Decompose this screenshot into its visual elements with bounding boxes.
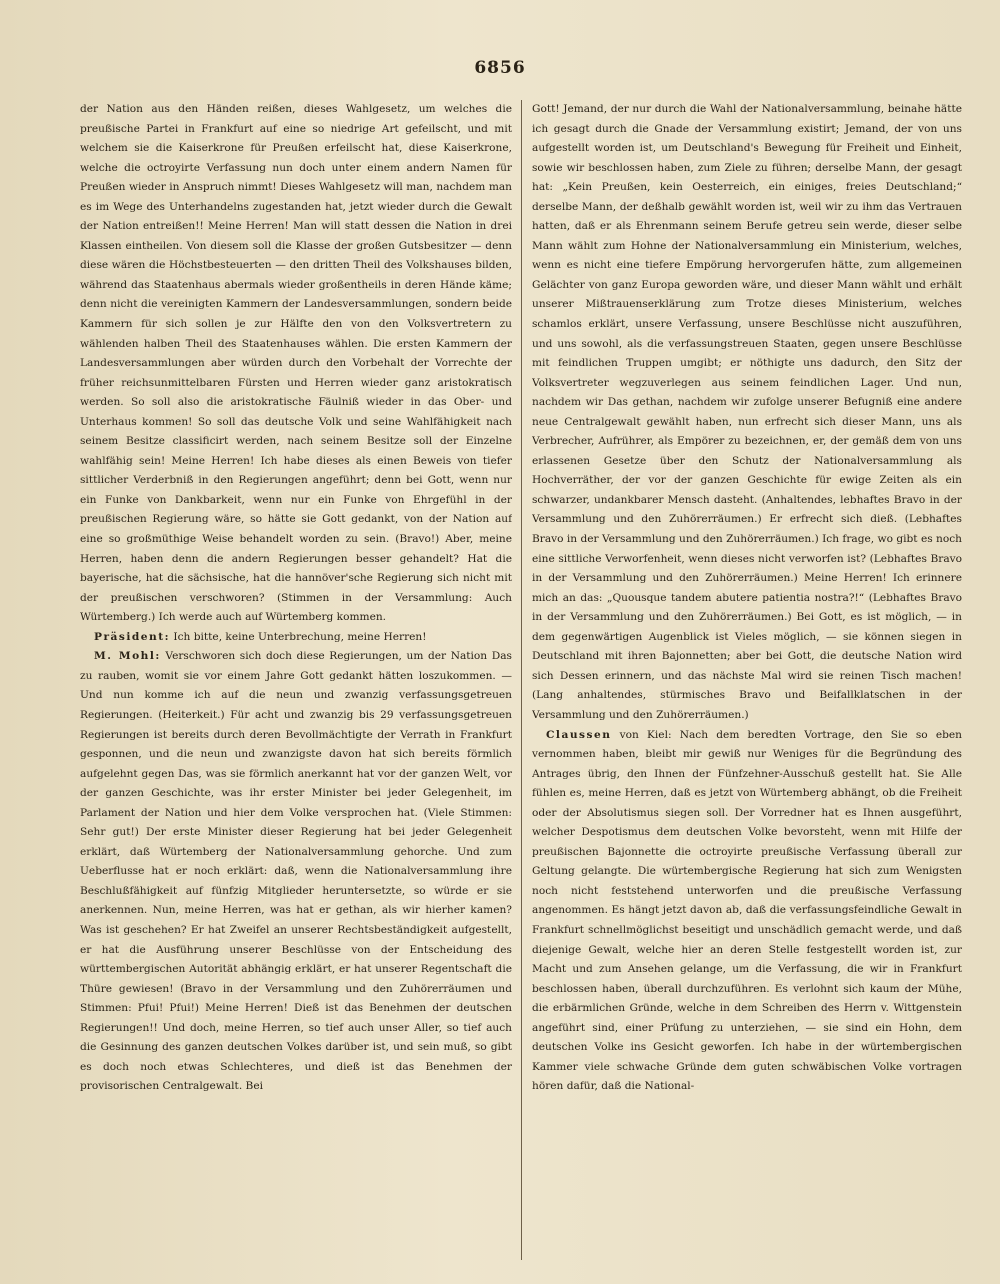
speech-text: Verschworen sich doch diese Regierungen, um der Nation Das zu rauben, womit sie vor einem Jahre Gott gedankt hätten loszukommen. — Und nun komme ich auf die neun und zwanzig verfassungsgetreuen Regierungen. (Heiterkeit.) Für acht und zwanzig bis 29 verfassungsgetreuen Regierungen ist bereits durch deren Bevollmächtigte der Verrath in Frankfurt gesponnen, und die neun und zwanzigste davon hat sich bereits förmlich aufgelehnt gegen Das, was sie förmlich anerkannt hat vor der ganzen Welt, vor der ganzen Geschichte, was ihr erster Minister bei jeder Gelegenheit, im Parlament der Nation und hier dem Volke versprochen hat. (Viele Stimmen: Sehr gut!) Der erste Minister dieser Regierung hat bei jeder Gelegenheit erklärt, daß Würtemberg der Nationalversammlung gehorche. Und zum Ueberflusse hat er noch erklärt: daß, wenn die Nationalversammlung ihre Beschlußfähigkeit auf fünfzig Mitglieder heruntersetzte, so würde er sie anerkennen. Nun, meine Herren, was hat er gethan, als wir hierher kamen? Was ist geschehen? Er hat Zweifel an unserer Rechtsbeständigkeit aufgestellt, er hat die Ausführung unserer Beschlüsse von der Entscheidung des württembergischen Autorität abhängig erklärt, er hat unserer Regentschaft die Thüre gewiesen! (Bravo in der Versammlung und den Zuhörerräumen und Stimmen: Pfui! Pfui!) Meine Herren! Dieß ist das Benehmen der deutschen Regierungen!! Und doch, meine Herren, so tief auch unser Aller, so tief auch die Gesinnung des ganzen deutschen Volkes darüber ist, und sein muß, so gibt es doch noch etwas Schlechteres, und dieß ist das Benehmen der provisorischen Centralgewalt. Bei xyxy=(80,650,512,1093)
paragraph: der Nation aus den Händen reißen, dieses Wahlgesetz, um welches die preußische Partei in Frankfurt auf eine so niedrige Art gefeilscht, und mit welchem sie die Kaiserkrone für Preußen erfeilscht hat, diese Kaiserkrone, welche die octroyirte Verfassung nun doch unter einem andern Namen für Preußen wieder in Anspruch nimmt! Dieses Wahlgesetz will man, nachdem man es im Wege des Unterhandelns zugestanden hat, jetzt wieder durch die Gewalt der Nation entreißen!! Meine Herren! Man will statt dessen die Nation in drei Klassen eintheilen. Von diesem soll die Klasse der großen Gutsbesitzer — denn diese wären die Höchstbesteuerten — den dritten Theil des Volkshauses bilden, während das Staatenhaus abermals wieder großentheils in deren Hände käme; denn nicht die vereinigten Kammern der Landesversammlungen, sondern beide Kammern für sich sollen je zur Hälfte den von den Volksvertretern zu wählenden halben Theil des Staatenhauses wählen. Die ersten Kammern der Landesversammlungen aber würden durch den Vorbehalt der Vorrechte der früher reichsunmittelbaren Fürsten und Herren wieder ganz aristokratisch werden. So soll also die aristokratische Fäulniß wieder in das Ober- und Unterhaus kommen! So soll das deutsche Volk und seine Wahlfähigkeit nach seinem Besitze classificirt werden, nach seinem Besitze soll der Einzelne wahlfähig sein! Meine Herren! Ich habe dieses als einen Beweis von tiefer sittlicher Verderbniß in den Regierungen angeführt; denn bei Gott, wenn nur ein Funke von Dankbarkeit, wenn nur ein Funke von Ehrgefühl in der preußischen Regierung wäre, so hätte sie Gott gedankt, von der Nation auf eine so großmüthige Weise behandelt worden zu sein. (Bravo!) Aber, meine Herren, haben denn die andern Regierungen besser gehandelt? Hat die bayerische, hat die sächsische, hat die hannöver'sche Regierung sich nicht mit der preußischen verschworen? (Stimmen in der Versammlung: Auch Würtemberg.) Ich werde auch auf Würtemberg kommen. xyxy=(80,103,512,624)
page-number: 6856 xyxy=(474,58,526,78)
paragraph: Gott! Jemand, der nur durch die Wahl der Nationalversammlung, beinahe hätte ich gesagt durch die Gnade der Versammlung existirt; Jemand, der von uns aufgestellt worden ist, um Deutschland's Bewegung für Freiheit und Einheit, sowie wir beschlossen haben, zum Ziele zu führen; derselbe Mann, der gesagt hat: „Kein Preußen, kein Oesterreich, ein einiges, freies Deutschland;“ derselbe Mann, der deßhalb gewählt worden ist, weil wir zu ihm das Vertrauen hatten, daß er als Ehrenmann seinem Berufe getreu sein werde, dieser selbe Mann wählt zum Hohne der Nationalversammlung ein Ministerium, welches, wenn es nicht eine tiefere Empörung hervorgerufen hätte, zum allgemeinen Gelächter von ganz Europa geworden wäre, und dieser Mann wählt und erhält unserer Mißtrauenserklärung zum Trotze dieses Ministerium, welches schamlos erklärt, unsere Verfassung, unsere Beschlüsse nicht auszuführen, und uns sowohl, als die verfassungstreuen Staaten, gegen unsere Beschlüsse mit feindlichen Truppen umgibt; er nöthigte uns dadurch, den Sitz der Volksvertreter wegzuverlegen aus seinem feindlichen Lager. Und nun, nachdem wir Das gethan, nachdem wir zufolge unserer Befugniß eine andere neue Centralgewalt gewählt haben, nun erfrecht sich dieser Mann, uns als Verbrecher, Aufrührer, als Empörer zu bezeichnen, er, der gemäß dem von uns erlassenen Gesetze über den Schutz der Nationalversammlung als Hochverräther, der vor der ganzen Geschichte für ewige Zeiten als ein schwarzer, undankbarer Mensch dasteht. (Anhaltendes, lebhaftes Bravo in der Versammlung und den Zuhörerräumen.) Er erfrecht sich dieß. (Lebhaftes Bravo in der Versammlung und den Zuhörerräumen.) Ich frage, wo gibt es noch eine sittliche Verworfenheit, wenn dieses nicht verworfen ist? (Lebhaftes Bravo in der Versammlung und den Zuhörerräumen.) Meine Herren! Ich erinnere mich an das: „Quousque tandem abutere patientia nostra?!“ (Lebhaftes Bravo in der Versammlung und den Zuhörerräumen.) Bei Gott, es ist möglich, — in dem gegenwärtigen Augenblick ist Vieles möglich, — sie können siegen in Deutschland mit ihren Bajonnetten; aber bei Gott, die deutsche Nation wird sich Dessen erinnern, und das nächste Mal wird sie reinen Tisch machen! (Lang anhaltendes, stürmisches Bravo und Beifallklatschen in der Versammlung und den Zuhörerräumen.) xyxy=(532,103,962,721)
speaker-name: M. Mohl: xyxy=(94,650,161,663)
speech-paragraph xyxy=(80,647,512,1097)
left-column xyxy=(80,100,512,1270)
speech-text: Ich bitte, keine Unterbrechung, meine Herren! xyxy=(170,630,427,643)
speaker-name: Claussen xyxy=(546,728,612,741)
speech-paragraph xyxy=(80,628,512,648)
right-column xyxy=(532,100,962,1270)
speaker-name: Präsident: xyxy=(94,630,171,643)
speech-paragraph xyxy=(532,726,962,1097)
speech-text: von Kiel: Nach dem beredten Vortrage, den Sie so eben vernommen haben, bleibt mir gewiß nur Weniges für die Begründung des Antrages übrig, den Ihnen der Fünfzehner-Ausschuß gestellt hat. Sie Alle fühlen es, meine Herren, daß es jetzt von Würtemberg abhängt, ob die Freiheit oder der Absolutismus siegen soll. Der Vorredner hat es Ihnen ausgeführt, welcher Despotismus dem deutschen Volke bevorsteht, wenn mit Hilfe der preußischen Bajonnette die octroyirte preußische Verfassung überall zur Geltung gelangte. Die würtembergische Regierung hat sich zum Wenigsten noch nicht feststehend unterworfen und die preußische Verfassung angenommen. Es hängt jetzt davon ab, daß die verfassungsfeindliche Gewalt in Frankfurt schnellmöglichst beseitigt und unschädlich gemacht werde, und daß diejenige Gewalt, welche hier an deren Stelle festgestellt worden ist, zur Macht und zum Ansehen gelange, um die Verfassung, die wir in Frankfurt beschlossen haben, überall durchzuführen. Es verlohnt sich kaum der Mühe, die erbärmlichen Gründe, welche in dem Schreiben des Herrn v. Wittgenstein angeführt sind, einer Prüfung zu unterziehen, — sie sind ein Hohn, dem deutschen Volke ins Gesicht geworfen. Ich habe in der würtembergischen Kammer viele schwache Gründe dem guten schwäbischen Volke vortragen hören dafür, daß die National- xyxy=(532,728,962,1093)
column-divider xyxy=(521,100,522,1260)
